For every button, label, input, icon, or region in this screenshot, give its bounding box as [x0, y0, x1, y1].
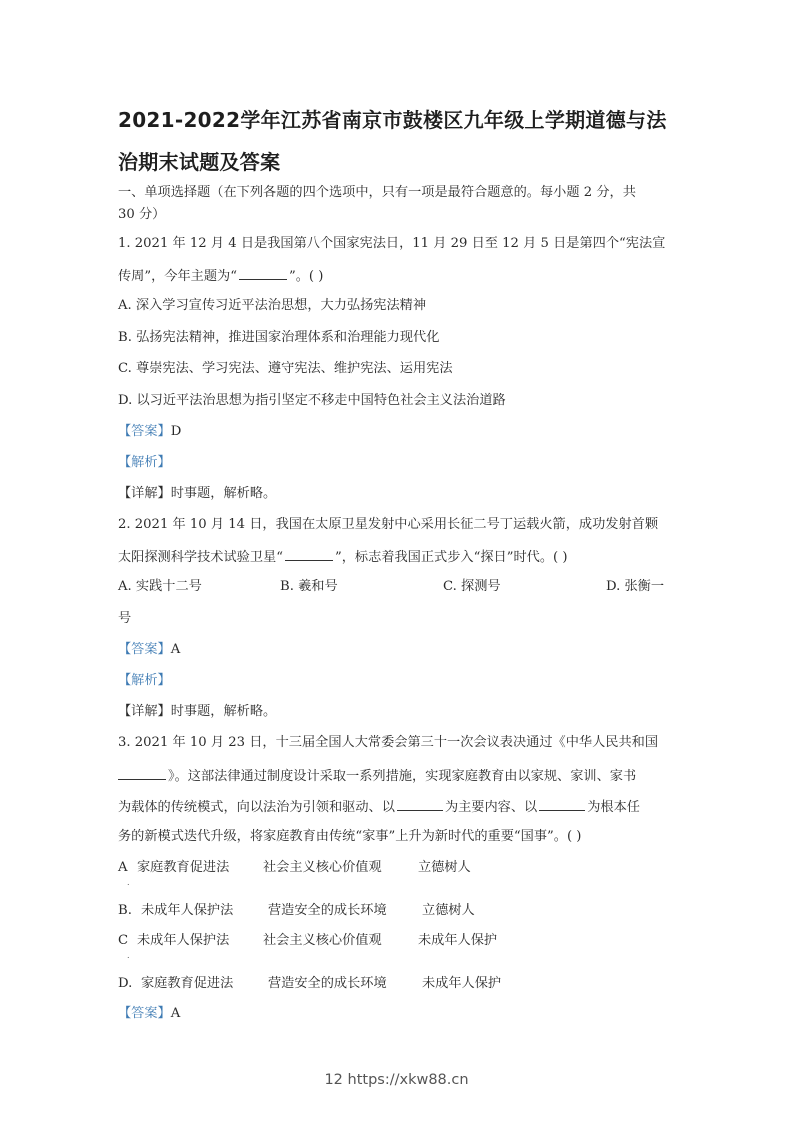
- option-col-3: 未成年人保护: [422, 976, 502, 991]
- question-3-stem-part-a: 为载体的传统模式，向以法治为引领和驱动、以: [118, 800, 395, 815]
- detail-label: 【详解】: [118, 704, 171, 719]
- answer-label: 【答案】: [118, 424, 171, 439]
- document-title-line-1: 2021-2022学年江苏省南京市鼓楼区九年级上学期道德与法: [118, 108, 667, 132]
- question-2-option-d-wrap: 号: [118, 611, 132, 626]
- option-letter: A: [118, 860, 128, 875]
- option-col-3: 立德树人: [422, 903, 475, 918]
- question-3-stem-line-3: [118, 798, 640, 816]
- question-2-option-b: B. 羲和号: [280, 579, 338, 594]
- question-1-option-b: B. 弘扬宪法精神，推进国家治理体系和治理能力现代化: [118, 330, 440, 345]
- question-1-answer: [118, 424, 181, 440]
- question-1-option-c: C. 尊崇宪法、学习宪法、遵守宪法、维护宪法、运用宪法: [118, 361, 453, 376]
- section-heading: 一、单项选择题（在下列各题的四个选项中，只有一项是最符合题意的。每小题 2 分，共: [118, 185, 636, 200]
- page-footer: 12 https://xkw88.cn: [324, 1072, 469, 1088]
- question-3-stem: 3. 2021 年 10 月 23 日，十三届全国人大常委会第三十一次会议表决通过《中华人民共和国: [118, 735, 659, 750]
- question-2-answer: [118, 642, 180, 658]
- analysis-label: 【解析】: [118, 673, 171, 688]
- option-dot: .: [127, 951, 130, 960]
- answer-label: 【答案】: [118, 1006, 171, 1021]
- question-1-stem: 1. 2021 年 12 月 4 日是我国第八个国家宪法日，11 月 29 日至 12 月 5 日是第四个“宪法宣: [118, 236, 666, 251]
- question-2-option-c: C. 探测号: [443, 579, 501, 594]
- answer-blank: [118, 767, 166, 780]
- option-col-1: 未成年人保护法: [137, 933, 230, 948]
- option-col-1: 家庭教育促进法: [141, 976, 234, 991]
- option-col-2: 社会主义核心价值观: [263, 860, 382, 875]
- question-2-stem-part-b: ”，标志着我国正式步入“探日”时代。( ): [335, 550, 568, 565]
- option-col-2: 社会主义核心价值观: [263, 933, 382, 948]
- detail-text: 时事题，解析略。: [170, 486, 277, 501]
- document-title-line-2: 治期末试题及答案: [118, 150, 281, 174]
- question-2-stem-continued: [118, 548, 568, 566]
- option-letter: C: [118, 933, 129, 948]
- question-2-option-d: D. 张衡一: [606, 579, 665, 594]
- detail-label: 【详解】: [118, 486, 171, 501]
- answer-label: 【答案】: [118, 642, 171, 657]
- option-col-1: 家庭教育促进法: [137, 860, 230, 875]
- question-1-detail: [118, 486, 276, 502]
- question-2-stem-part-a: 太阳探测科学技术试验卫星“: [118, 550, 283, 565]
- answer-blank: [239, 267, 287, 280]
- question-2-option-a: A. 实践十二号: [118, 579, 202, 594]
- question-2-stem: 2. 2021 年 10 月 14 日，我国在太原卫星发射中心采用长征二号丁运载火箭，成功发射首颗: [118, 517, 659, 532]
- option-col-3: 未成年人保护: [418, 933, 498, 948]
- question-1-option-a: A. 深入学习宣传习近平法治思想，大力弘扬宪法精神: [118, 298, 427, 313]
- question-2-detail: [118, 704, 276, 720]
- option-col-3: 立德树人: [418, 860, 471, 875]
- question-3-stem-line-4: 务的新模式迭代升级，将家庭教育由传统“家事”上升为新时代的重要“国事”。( ): [118, 829, 582, 844]
- question-1-analysis: [118, 455, 171, 471]
- question-3-stem-line-2-text: 》。这部法律通过制度设计采取一系列措施，实现家庭教育由以家规、家训、家书: [168, 769, 637, 784]
- option-dot: .: [127, 878, 130, 887]
- answer-value: A: [170, 1006, 181, 1021]
- answer-value: A: [170, 642, 181, 657]
- answer-blank: [397, 798, 443, 811]
- question-1-stem-continued: [118, 267, 323, 285]
- detail-text: 时事题，解析略。: [170, 704, 277, 719]
- question-1-option-d: D. 以习近平法治思想为指引坚定不移走中国特色社会主义法治道路: [118, 393, 506, 408]
- answer-value: D: [170, 424, 182, 439]
- section-heading-continued: 30 分）: [118, 207, 166, 222]
- analysis-label: 【解析】: [118, 455, 171, 470]
- option-letter: B.: [118, 903, 132, 918]
- question-1-stem-part-b: ”。( ): [288, 269, 324, 284]
- question-1-stem-part-a: 传周”，今年主题为“: [118, 269, 237, 284]
- option-col-2: 营造安全的成长环境: [268, 903, 387, 918]
- question-3-stem-part-b: 为主要内容、以: [444, 800, 538, 815]
- answer-blank: [285, 548, 333, 561]
- question-2-analysis: [118, 673, 171, 689]
- option-letter: D.: [118, 976, 133, 991]
- question-3-stem-part-c: 为根本任: [587, 800, 640, 815]
- option-col-1: 未成年人保护法: [141, 903, 234, 918]
- question-3-answer: [118, 1006, 180, 1022]
- question-3-stem-line-2: [118, 767, 636, 785]
- answer-blank: [539, 798, 585, 811]
- option-col-2: 营造安全的成长环境: [268, 976, 387, 991]
